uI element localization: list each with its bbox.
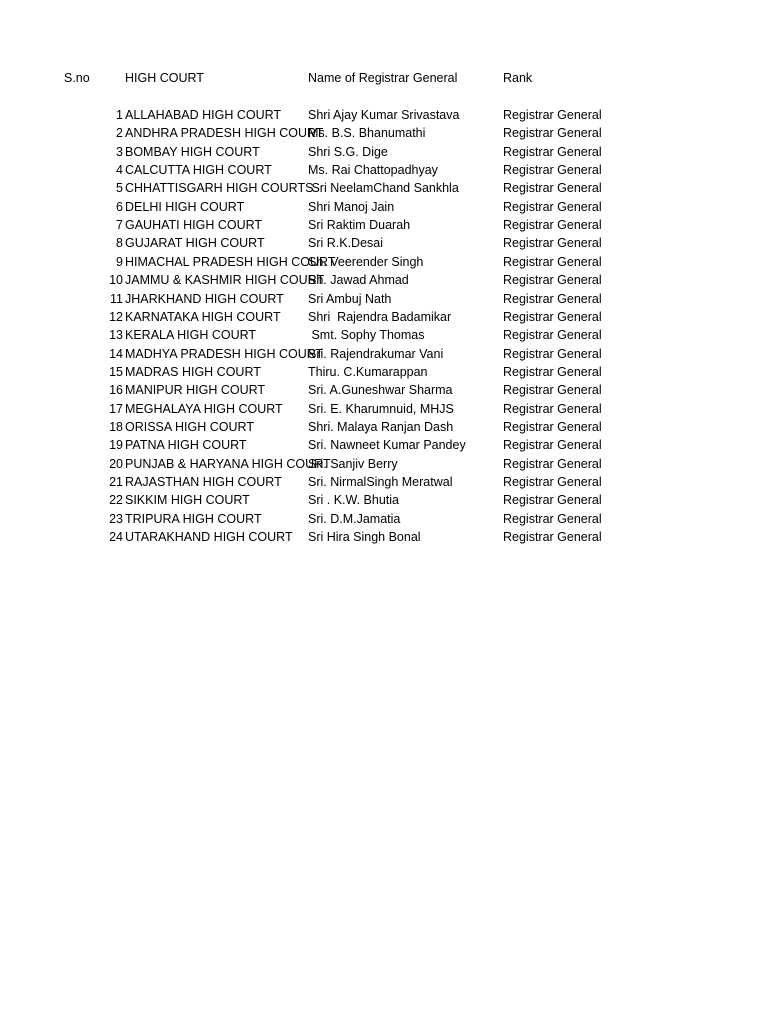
row-sno: 8: [116, 236, 123, 251]
row-sno: 13: [109, 328, 123, 343]
row-sno: 2: [116, 126, 123, 141]
table-row: [0, 290, 768, 308]
row-sno: 23: [109, 511, 123, 526]
row-high-court: PATNA HIGH COURT: [125, 438, 247, 453]
row-registrar-name: Smt. Sophy Thomas: [308, 328, 425, 343]
table-row: [0, 179, 768, 197]
table-row: [0, 491, 768, 509]
table-row: [0, 143, 768, 161]
row-registrar-name: Sh. Veerender Singh: [308, 254, 424, 269]
row-registrar-name: Sri. Nawneet Kumar Pandey: [308, 438, 466, 453]
table-row: [0, 400, 768, 418]
row-high-court: MADRAS HIGH COURT: [125, 364, 261, 379]
row-rank: Registrar General: [503, 383, 602, 398]
row-sno: 5: [116, 181, 123, 196]
row-high-court: TRIPURA HIGH COURT: [125, 511, 262, 526]
row-high-court: MEGHALAYA HIGH COURT: [125, 401, 283, 416]
row-rank: Registrar General: [503, 291, 602, 306]
row-rank: Registrar General: [503, 438, 602, 453]
row-sno: 4: [116, 163, 123, 178]
row-sno: 21: [109, 475, 123, 489]
row-high-court: BOMBAY HIGH COURT: [125, 144, 260, 159]
row-rank: Registrar General: [503, 401, 602, 416]
row-rank: Registrar General: [503, 199, 602, 214]
row-sno: 17: [109, 401, 123, 416]
row-registrar-name: Sri Hira Singh Bonal: [308, 530, 421, 545]
table-row: [0, 473, 768, 491]
row-rank: Registrar General: [503, 475, 602, 489]
row-registrar-name: Sri. E. Kharumnuid, MHJS: [308, 401, 454, 416]
row-sno: 15: [109, 364, 123, 379]
row-rank: Registrar General: [503, 181, 602, 196]
table-row: [0, 326, 768, 344]
row-registrar-name: Sri. NirmalSingh Meratwal: [308, 475, 453, 489]
row-registrar-name: Thiru. C.Kumarappan: [308, 364, 428, 379]
row-rank: Registrar General: [503, 364, 602, 379]
row-high-court: UTARAKHAND HIGH COURT: [125, 530, 293, 545]
row-rank: Registrar General: [503, 346, 602, 361]
table-row: [0, 234, 768, 252]
row-rank: Registrar General: [503, 511, 602, 526]
header-sno: S.no: [64, 71, 90, 85]
row-sno: 18: [109, 419, 123, 434]
row-sno: 6: [116, 199, 123, 214]
row-rank: Registrar General: [503, 530, 602, 545]
row-rank: Registrar General: [503, 456, 602, 471]
row-high-court: RAJASTHAN HIGH COURT: [125, 475, 282, 489]
row-sno: 22: [109, 493, 123, 508]
row-high-court: CALCUTTA HIGH COURT: [125, 163, 272, 178]
row-registrar-name: Shri. Malaya Ranjan Dash: [308, 419, 454, 434]
row-registrar-name: Sri . K.W. Bhutia: [308, 493, 400, 508]
table-row: [0, 510, 768, 528]
row-high-court: ALLAHABAD HIGH COURT: [125, 108, 282, 122]
table-row: [0, 106, 768, 124]
row-rank: Registrar General: [503, 328, 602, 343]
row-rank: Registrar General: [503, 309, 602, 324]
row-sno: 1: [116, 108, 123, 122]
row-sno: 11: [110, 291, 123, 306]
row-registrar-name: Shri Rajendra Badamikar: [308, 309, 452, 324]
row-registrar-name: Sri. D.M.Jamatia: [308, 511, 401, 526]
table-row: [0, 124, 768, 142]
row-sno: 19: [109, 438, 123, 453]
row-sno: 20: [109, 456, 123, 471]
row-high-court: DELHI HIGH COURT: [125, 199, 245, 214]
row-sno: 16: [109, 383, 123, 398]
row-high-court: SIKKIM HIGH COURT: [125, 493, 250, 508]
row-rank: Registrar General: [503, 236, 602, 251]
row-registrar-name: Sh. Jawad Ahmad: [308, 273, 409, 288]
row-high-court: PUNJAB & HARYANA HIGH COURT: [125, 456, 331, 471]
row-registrar-name: Sri R.K.Desai: [308, 236, 384, 251]
row-rank: Registrar General: [503, 493, 602, 508]
row-high-court: HIMACHAL PRADESH HIGH COURT: [125, 254, 336, 269]
header-registrar-name: Name of Registrar General: [308, 71, 458, 85]
row-rank: Registrar General: [503, 254, 602, 269]
table-row: [0, 271, 768, 289]
row-high-court: MANIPUR HIGH COURT: [125, 383, 266, 398]
row-rank: Registrar General: [503, 163, 602, 178]
table-row: [0, 161, 768, 179]
row-registrar-name: Shri S.G. Dige: [308, 144, 388, 159]
row-high-court: KARNATAKA HIGH COURT: [125, 309, 281, 324]
row-registrar-name: Sri Ambuj Nath: [308, 291, 392, 306]
table-row: [0, 381, 768, 399]
row-registrar-name: Shri Ajay Kumar Srivastava: [308, 108, 460, 122]
row-rank: Registrar General: [503, 218, 602, 233]
row-registrar-name: Sri. A.Guneshwar Sharma: [308, 383, 453, 398]
row-registrar-name: Shri Manoj Jain: [308, 199, 395, 214]
row-registrar-name: Ms. Rai Chattopadhyay: [308, 163, 438, 178]
table-row: [0, 253, 768, 271]
table-row: [0, 528, 768, 546]
row-sno: 3: [116, 144, 123, 159]
row-rank: Registrar General: [503, 108, 602, 122]
table-row: [0, 198, 768, 216]
row-high-court: GAUHATI HIGH COURT: [125, 218, 263, 233]
row-sno: 9: [116, 254, 123, 269]
row-sno: 24: [109, 530, 123, 545]
row-high-court: ORISSA HIGH COURT: [125, 419, 254, 434]
table-row: [0, 418, 768, 436]
row-registrar-name: Sri Raktim Duarah: [308, 218, 411, 233]
row-rank: Registrar General: [503, 273, 602, 288]
row-registrar-name: Sri. Sanjiv Berry: [308, 456, 398, 471]
row-high-court: CHHATTISGARH HIGH COURTS: [125, 181, 314, 196]
table-row: [0, 345, 768, 363]
row-high-court: KERALA HIGH COURT: [125, 328, 257, 343]
row-rank: Registrar General: [503, 419, 602, 434]
row-sno: 7: [116, 218, 123, 233]
row-registrar-name: Ms. B.S. Bhanumathi: [308, 126, 426, 141]
table-row: [0, 216, 768, 234]
table-row: [0, 436, 768, 454]
table-row: [0, 363, 768, 381]
table-row: [0, 308, 768, 326]
row-high-court: ANDHRA PRADESH HIGH COURT: [125, 126, 324, 141]
row-high-court: JHARKHAND HIGH COURT: [125, 291, 284, 306]
row-high-court: MADHYA PRADESH HIGH COURT: [125, 346, 324, 361]
table-row: [0, 455, 768, 473]
row-sno: 12: [109, 309, 123, 324]
row-sno: 14: [109, 346, 123, 361]
row-high-court: GUJARAT HIGH COURT: [125, 236, 265, 251]
row-registrar-name: Sri NeelamChand Sankhla: [308, 181, 459, 196]
row-high-court: JAMMU & KASHMIR HIGH COURT: [125, 273, 325, 288]
header-rank: Rank: [503, 71, 533, 85]
row-sno: 10: [109, 273, 123, 288]
header-high-court: HIGH COURT: [125, 71, 204, 85]
row-registrar-name: Sri. Rajendrakumar Vani: [308, 346, 444, 361]
row-rank: Registrar General: [503, 144, 602, 159]
row-rank: Registrar General: [503, 126, 602, 141]
